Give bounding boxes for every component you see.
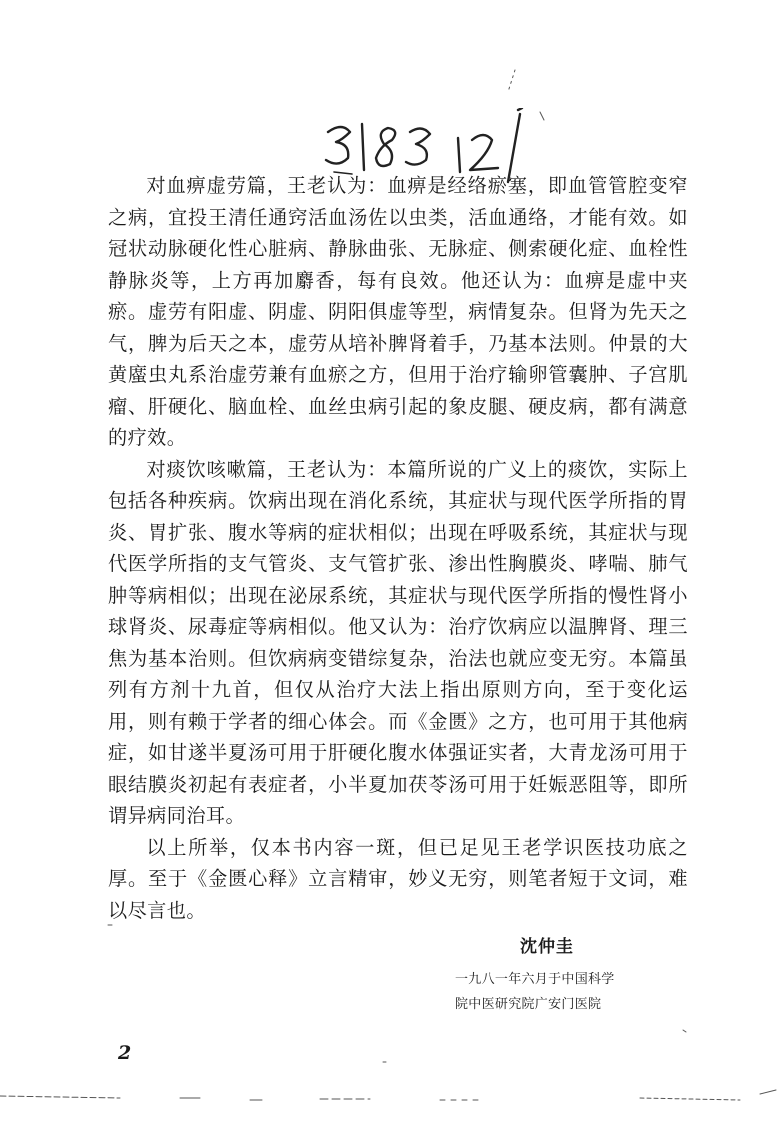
date-place-line-2: 院中医研究院广安门医院: [455, 997, 602, 1012]
date-place-line-1: 一九八一年六月于中国科学: [455, 972, 615, 987]
paragraph-blood-bi-xulao: 对血痹虚劳篇，王老认为：血痹是经络瘀塞，即血管管腔变窄之病，宜投王清任通窍活血汤佐以虫类，活血通络，才能有效。如冠状动脉硬化性心脏病、静脉曲张、无脉症、侧索硬化症、血栓性静脉炎等，上方再加麝香，每有良效。他还认为：血痹是虚中夹瘀。虚劳有阳虚、阴虚、阴阳俱虚等型，病情复杂。但肾为先天之气，脾为后天之本，虚劳从培补脾肾着手，乃基本法则。仲景的大黄䗪虫丸系治虚劳兼有血瘀之方，但用于治疗输卵管囊肿、子宫肌瘤、肝硬化、脑血栓、血丝虫病引起的象皮腿、硬皮病，都有满意的疗效。: [108, 174, 688, 449]
author-signature: 沈仲圭: [520, 937, 574, 957]
paragraph-conclusion: 以上所举，仅本书内容一斑，但已足见王老学识医技功底之厚。至于《金匮心释》立言精审，妙义无穷，则笔者短于文词，难以尽言也。: [108, 835, 688, 922]
paragraph-tanyin-kesou: 对痰饮咳嗽篇，王老认为：本篇所说的广义上的痰饮，实际上包括各种疾病。饮病出现在消化系统，其症状与现代医学所指的胃炎、胃扩张、腹水等病的症状相似；出现在呼吸系统，其症状与现代医学所指的支气管炎、支气管扩张、渗出性胸膜炎、哮喘、肺气肿等病相似；出现在泌尿系统，其症状与现代医学所指的慢性肾小球肾炎、尿毒症等病相似。他又认为：治疗饮病应以温脾肾、理三焦为基本治则。但饮病病变错综复杂，治法也就应变无穷。本篇虽列有方剂十九首，但仅从治疗大法上指出原则方向，至于变化运用，则有赖于学者的细心体会。而《金匮》之方，也可用于其他病症，如甘遂半夏汤可用于肝硬化腹水体强证实者，大青龙汤可用于眼结膜炎初起有表症者，小半夏加茯苓汤可用于妊娠恶阻等，即所谓异病同治耳。: [108, 457, 688, 827]
page-number: 2: [118, 1042, 132, 1064]
body-text: [108, 170, 688, 926]
